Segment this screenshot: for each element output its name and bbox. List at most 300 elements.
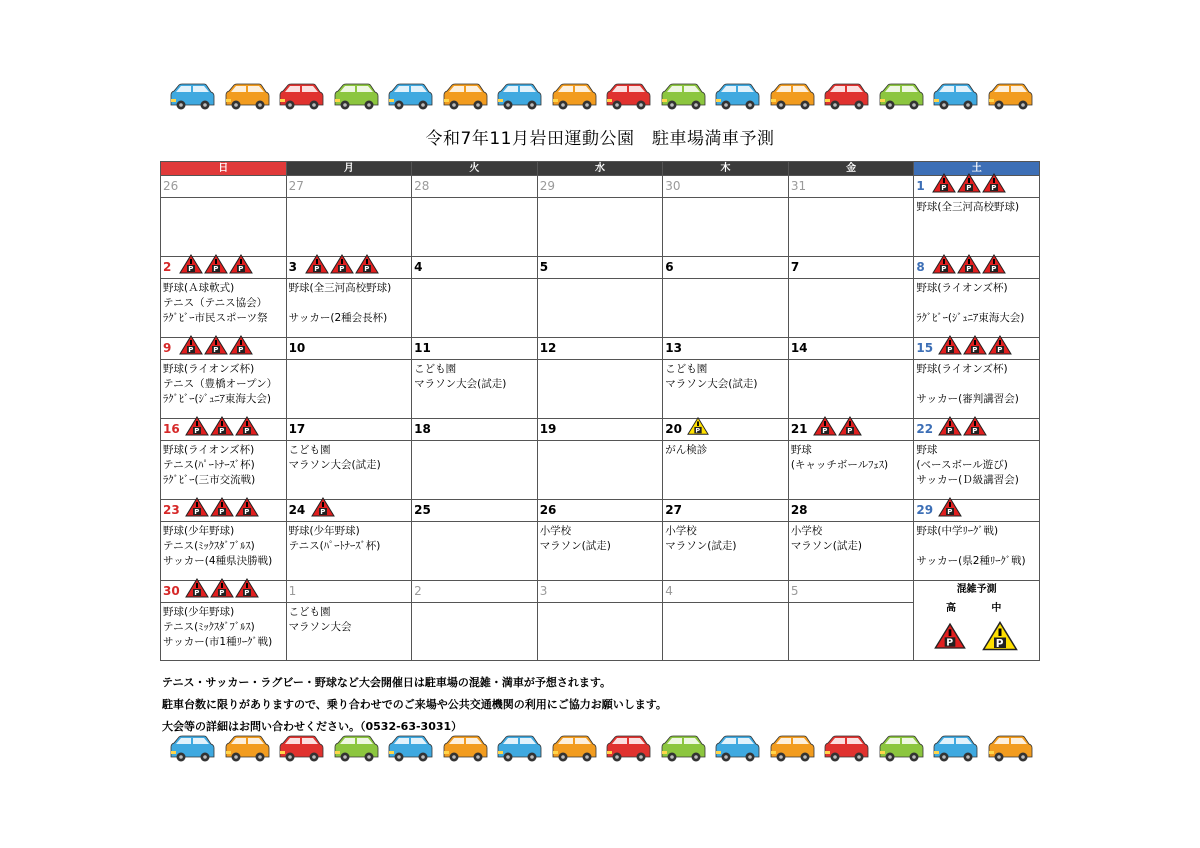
day-number: 21 <box>790 422 808 436</box>
weekday-sat: 土 <box>914 162 1040 176</box>
day-header-cell <box>286 257 412 279</box>
week-date-row <box>161 176 1040 198</box>
car-icon <box>168 734 216 762</box>
car-icon <box>659 734 707 762</box>
car-icon <box>986 734 1034 762</box>
parking-full-warning-icon <box>938 335 963 359</box>
svg-text:P: P <box>238 346 244 355</box>
event-line: テニス（豊橋オープン） <box>163 378 278 390</box>
car-icon <box>713 82 761 110</box>
day-number: 20 <box>665 422 682 436</box>
day-number: 1 <box>288 584 297 598</box>
day-header-cell <box>788 419 914 441</box>
svg-text:P: P <box>966 265 972 274</box>
weekday-header <box>161 162 1040 176</box>
event-line: サッカー(2種会長杯) <box>288 312 388 324</box>
day-number: 2 <box>414 584 422 598</box>
svg-text:P: P <box>991 265 997 274</box>
weekday-thu: 木 <box>663 162 789 176</box>
svg-text:P: P <box>947 427 953 436</box>
day-events-cell <box>412 522 538 581</box>
svg-text:P: P <box>995 637 1004 650</box>
day-events-cell <box>914 360 1040 419</box>
day-header-cell <box>663 419 789 441</box>
svg-text:P: P <box>966 184 972 193</box>
event-line: マラソン大会(試走) <box>288 459 381 471</box>
day-number: 4 <box>665 584 673 598</box>
day-header-cell <box>161 257 287 279</box>
day-header-cell <box>537 581 663 603</box>
svg-text:P: P <box>244 427 250 436</box>
event-line <box>916 539 1039 554</box>
car-icon <box>441 734 489 762</box>
day-number: 6 <box>665 260 674 274</box>
parking-full-warning-icon <box>210 578 235 602</box>
day-number: 22 <box>916 422 934 436</box>
svg-text:P: P <box>219 589 225 598</box>
day-events-cell <box>788 360 914 419</box>
day-number: 3 <box>539 584 548 598</box>
svg-text:P: P <box>244 589 250 598</box>
weekday-sun: 日 <box>161 162 287 176</box>
event-line: 野球 <box>790 444 812 456</box>
svg-text:P: P <box>997 346 1003 355</box>
day-number: 11 <box>414 341 431 355</box>
day-events-cell <box>914 279 1040 338</box>
parking-full-warning-icon <box>204 335 229 359</box>
day-header-cell <box>161 581 287 603</box>
event-line: マラソン大会 <box>288 621 352 633</box>
week-date-row <box>161 338 1040 360</box>
parking-full-warning-icon <box>963 335 988 359</box>
day-header-cell <box>286 176 412 198</box>
parking-full-warning-icon <box>235 416 260 440</box>
day-events-cell <box>537 603 663 661</box>
car-icon <box>604 82 652 110</box>
car-icon <box>877 82 925 110</box>
event-line: ﾗｸﾞﾋﾞｰ(ｼﾞｭﾆｱ東海大会) <box>163 393 271 405</box>
day-events-cell <box>788 279 914 338</box>
day-header-cell <box>161 500 287 522</box>
day-number: 30 <box>163 584 180 598</box>
week-date-row <box>161 581 1040 603</box>
week-event-row <box>161 441 1040 500</box>
car-icon <box>495 82 543 110</box>
day-header-cell <box>412 500 538 522</box>
svg-text:P: P <box>338 265 344 274</box>
event-line: がん検診 <box>665 444 708 456</box>
parking-full-warning-icon <box>982 254 1007 278</box>
parking-calendar <box>160 161 1040 661</box>
day-events-cell <box>663 441 789 500</box>
svg-text:P: P <box>947 508 953 517</box>
day-header-cell <box>914 419 1040 441</box>
svg-text:P: P <box>972 346 978 355</box>
event-line: 野球(中学ﾘｰｸﾞ戦) <box>916 525 999 537</box>
day-events-cell <box>788 198 914 257</box>
parking-full-warning-icon <box>305 254 330 278</box>
note-line: 駐車台数に限りがありますので、乗り合わせでのご来場や公共交通機関の利用にご協力お願いします。 <box>162 698 667 711</box>
day-header-cell <box>788 257 914 279</box>
event-line: マラソン大会(試走) <box>414 378 507 390</box>
car-icon <box>495 734 543 762</box>
car-icon <box>441 82 489 110</box>
event-line: 小学校 <box>539 525 572 537</box>
day-header-cell <box>161 338 287 360</box>
car-icon <box>931 734 979 762</box>
day-number: 29 <box>916 503 934 517</box>
day-events-cell <box>537 522 663 581</box>
car-icon <box>822 82 870 110</box>
svg-text:P: P <box>188 265 194 274</box>
day-number: 19 <box>539 422 557 436</box>
day-number: 1 <box>916 179 925 193</box>
weekday-fri: 金 <box>788 162 914 176</box>
parking-full-warning-icon <box>938 497 963 521</box>
event-line: 野球(ライオンズ杯) <box>916 282 1008 294</box>
svg-text:P: P <box>319 508 325 517</box>
week-event-row <box>161 279 1040 338</box>
day-header-cell <box>914 500 1040 522</box>
day-number: 27 <box>665 503 682 517</box>
day-header-cell <box>788 581 914 603</box>
week-event-row <box>161 522 1040 581</box>
parking-full-warning-icon <box>179 254 204 278</box>
svg-text:P: P <box>194 508 200 517</box>
day-number: 9 <box>163 341 172 355</box>
weekday-tue: 火 <box>412 162 538 176</box>
car-icon <box>713 734 761 762</box>
day-events-cell <box>412 603 538 661</box>
day-events-cell <box>412 441 538 500</box>
day-events-cell <box>914 522 1040 581</box>
event-line: 野球(少年野球) <box>163 525 235 537</box>
parking-full-warning-icon <box>210 416 235 440</box>
event-line: 野球(ライオンズ杯) <box>163 444 255 456</box>
day-header-cell <box>663 338 789 360</box>
svg-text:P: P <box>972 427 978 436</box>
parking-full-warning-icon <box>932 254 957 278</box>
day-events-cell <box>161 360 287 419</box>
event-line: 野球(全三河高校野球) <box>916 201 1020 213</box>
car-icon <box>768 82 816 110</box>
day-header-cell <box>286 500 412 522</box>
parking-full-warning-icon <box>957 173 982 197</box>
svg-text:P: P <box>947 346 953 355</box>
day-header-cell <box>914 257 1040 279</box>
event-line: マラソン(試走) <box>665 540 737 552</box>
parking-full-warning-icon <box>938 416 963 440</box>
parking-full-warning-icon <box>210 497 235 521</box>
day-number: 10 <box>288 341 306 355</box>
event-line: サッカー(4種県決勝戦) <box>163 555 273 567</box>
car-icon <box>768 734 816 762</box>
parking-full-warning-icon <box>229 335 254 359</box>
legend-mid-label: 中 <box>991 603 1002 614</box>
day-header-cell <box>161 419 287 441</box>
day-number: 18 <box>414 422 431 436</box>
day-events-cell <box>161 522 287 581</box>
day-header-cell <box>663 500 789 522</box>
car-icon <box>277 734 325 762</box>
car-icon <box>986 82 1034 110</box>
svg-text:P: P <box>188 346 194 355</box>
day-events-cell <box>286 603 412 661</box>
day-number: 3 <box>288 260 297 274</box>
day-events-cell <box>537 441 663 500</box>
day-events-cell <box>788 441 914 500</box>
day-header-cell <box>412 257 538 279</box>
day-header-cell <box>537 176 663 198</box>
day-events-cell <box>161 603 287 661</box>
parking-busy-warning-icon <box>687 416 709 440</box>
event-line: 野球(全三河高校野球) <box>288 282 392 294</box>
event-line: ﾗｸﾞﾋﾞｰ(ｼﾞｭﾆｱ東海大会) <box>916 312 1025 324</box>
congestion-legend <box>914 581 1040 661</box>
day-number: 2 <box>163 260 172 274</box>
event-line: (ベースボール遊び) <box>916 459 1008 471</box>
svg-text:P: P <box>213 265 219 274</box>
day-number: 27 <box>288 179 304 193</box>
day-events-cell <box>537 360 663 419</box>
weekday-mon: 月 <box>286 162 412 176</box>
week-event-row <box>161 198 1040 257</box>
event-line: こども園 <box>665 363 708 375</box>
day-events-cell <box>412 198 538 257</box>
day-header-cell <box>537 419 663 441</box>
event-line: 野球(少年野球) <box>163 606 235 618</box>
high-congestion-warning-icon <box>934 621 966 654</box>
day-number: 24 <box>288 503 306 517</box>
event-line: サッカー(審判講習会) <box>916 393 1019 405</box>
day-events-cell <box>286 522 412 581</box>
parking-full-warning-icon <box>813 416 838 440</box>
event-line: 小学校 <box>790 525 823 537</box>
day-header-cell <box>788 176 914 198</box>
parking-full-warning-icon <box>185 416 210 440</box>
day-number: 14 <box>790 341 808 355</box>
svg-text:P: P <box>695 426 701 435</box>
day-events-cell <box>663 198 789 257</box>
day-number: 13 <box>665 341 682 355</box>
car-icon <box>604 734 652 762</box>
day-header-cell <box>788 500 914 522</box>
day-events-cell <box>663 279 789 338</box>
notes <box>162 672 667 738</box>
svg-text:P: P <box>945 637 953 649</box>
day-header-cell <box>537 500 663 522</box>
event-line: ﾗｸﾞﾋﾞｰ市民スポーツ祭 <box>163 312 268 324</box>
day-header-cell <box>286 338 412 360</box>
parking-full-warning-icon <box>229 254 254 278</box>
svg-text:P: P <box>991 184 997 193</box>
event-line: (キャッチボールﾌｪｽ) <box>790 459 889 471</box>
legend-title: 混雑予測 <box>956 584 997 595</box>
day-header-cell <box>161 176 287 198</box>
week-event-row <box>161 603 1040 661</box>
day-header-cell <box>914 338 1040 360</box>
mid-congestion-warning-icon <box>980 621 1020 654</box>
day-events-cell <box>286 198 412 257</box>
week-event-row <box>161 360 1040 419</box>
parking-full-warning-icon <box>235 497 260 521</box>
svg-text:P: P <box>363 265 369 274</box>
event-line: 野球(少年野球) <box>288 525 360 537</box>
event-line: こども園 <box>414 363 457 375</box>
event-line: ﾗｸﾞﾋﾞｰ(三市交流戦) <box>163 474 256 486</box>
car-icon <box>931 82 979 110</box>
day-header-cell <box>663 176 789 198</box>
day-number: 26 <box>539 503 557 517</box>
event-line: サッカー(Ｄ級講習会) <box>916 474 1019 486</box>
day-events-cell <box>412 279 538 338</box>
car-icon <box>168 82 216 110</box>
car-icon <box>332 82 380 110</box>
week-date-row <box>161 257 1040 279</box>
day-header-cell <box>412 419 538 441</box>
day-header-cell <box>914 176 1040 198</box>
car-icon <box>877 734 925 762</box>
event-line <box>289 296 412 311</box>
event-line: マラソン(試走) <box>790 540 863 552</box>
event-line: 野球(ライオンズ杯) <box>163 363 255 375</box>
event-line: 野球(Ａ球軟式) <box>163 282 235 294</box>
parking-full-warning-icon <box>988 335 1013 359</box>
day-number: 23 <box>163 503 180 517</box>
day-events-cell <box>663 522 789 581</box>
day-events-cell <box>161 198 287 257</box>
note-line: テニス・サッカー・ラグビー・野球など大会開催日は駐車場の混雑・満車が予想されます。 <box>162 676 612 689</box>
event-line: 野球 <box>916 444 938 456</box>
day-number: 25 <box>414 503 431 517</box>
day-events-cell <box>161 279 287 338</box>
day-events-cell <box>161 441 287 500</box>
svg-text:P: P <box>219 508 225 517</box>
day-events-cell <box>788 522 914 581</box>
car-icon <box>659 82 707 110</box>
parking-full-warning-icon <box>982 173 1007 197</box>
svg-text:P: P <box>822 427 828 436</box>
day-number: 16 <box>163 422 180 436</box>
day-number: 15 <box>916 341 934 355</box>
day-number: 5 <box>790 584 799 598</box>
parking-full-warning-icon <box>185 578 210 602</box>
parking-full-warning-icon <box>355 254 380 278</box>
parking-full-warning-icon <box>235 578 260 602</box>
day-events-cell <box>663 603 789 661</box>
svg-text:P: P <box>941 184 947 193</box>
car-decoration-top <box>168 82 1034 112</box>
event-line: 野球(ライオンズ杯) <box>916 363 1008 375</box>
day-events-cell <box>537 198 663 257</box>
day-events-cell <box>914 198 1040 257</box>
day-number: 17 <box>288 422 306 436</box>
car-icon <box>223 82 271 110</box>
page-title: 令和7年11月岩田運動公園 駐車場満車予測 <box>425 129 775 149</box>
day-header-cell <box>788 338 914 360</box>
day-header-cell <box>412 338 538 360</box>
weekday-wed: 水 <box>537 162 663 176</box>
day-number: 26 <box>163 179 179 193</box>
parking-full-warning-icon <box>838 416 863 440</box>
event-line: テニス（テニス協会） <box>163 297 268 309</box>
svg-text:P: P <box>313 265 319 274</box>
car-icon <box>822 734 870 762</box>
day-header-cell <box>286 419 412 441</box>
day-header-cell <box>537 257 663 279</box>
day-number: 29 <box>539 179 555 193</box>
day-header-cell <box>412 581 538 603</box>
day-events-cell <box>788 603 914 661</box>
event-line: こども園 <box>288 444 331 456</box>
event-line: マラソン(試走) <box>539 540 611 552</box>
parking-full-warning-icon <box>330 254 355 278</box>
svg-text:P: P <box>213 346 219 355</box>
event-line: テニス(ﾊﾟｰﾄﾅｰｽﾞ杯) <box>288 540 381 552</box>
event-line: テニス(ﾐｯｸｽﾀﾞﾌﾞﾙｽ) <box>163 540 255 552</box>
svg-text:P: P <box>941 265 947 274</box>
day-header-cell <box>412 176 538 198</box>
parking-full-warning-icon <box>185 497 210 521</box>
day-events-cell <box>914 441 1040 500</box>
car-icon <box>386 734 434 762</box>
car-icon <box>550 82 598 110</box>
day-number: 28 <box>414 179 430 193</box>
svg-text:P: P <box>238 265 244 274</box>
day-events-cell <box>286 360 412 419</box>
parking-full-warning-icon <box>179 335 204 359</box>
event-line: マラソン大会(試走) <box>665 378 758 390</box>
car-icon <box>550 734 598 762</box>
day-number: 5 <box>539 260 549 274</box>
day-header-cell <box>663 581 789 603</box>
car-icon <box>386 82 434 110</box>
day-number: 31 <box>790 179 807 193</box>
car-icon <box>277 82 325 110</box>
event-line <box>916 296 1039 311</box>
event-line: 小学校 <box>665 525 697 537</box>
day-number: 8 <box>916 260 925 274</box>
event-line <box>916 377 1039 392</box>
parking-full-warning-icon <box>932 173 957 197</box>
day-number: 4 <box>414 260 423 274</box>
event-line: テニス(ﾊﾟｰﾄﾅｰｽﾞ杯) <box>163 459 255 471</box>
event-line: テニス(ﾐｯｸｽﾀﾞﾌﾞﾙｽ) <box>163 621 255 633</box>
day-header-cell <box>537 338 663 360</box>
day-events-cell <box>663 360 789 419</box>
car-icon <box>223 734 271 762</box>
week-date-row <box>161 419 1040 441</box>
svg-text:P: P <box>244 508 250 517</box>
day-number: 7 <box>790 260 800 274</box>
svg-text:P: P <box>219 427 225 436</box>
event-line: サッカー(県2種ﾘｰｸﾞ戦) <box>916 555 1026 567</box>
legend-high-label: 高 <box>946 603 957 614</box>
parking-full-warning-icon <box>963 416 988 440</box>
parking-full-warning-icon <box>204 254 229 278</box>
day-events-cell <box>412 360 538 419</box>
note-line: 大会等の詳細はお問い合わせください。（0532-63-3031） <box>162 720 463 733</box>
svg-text:P: P <box>847 427 853 436</box>
svg-text:P: P <box>194 589 200 598</box>
event-line: こども園 <box>288 606 331 618</box>
car-decoration-bottom <box>168 734 1034 764</box>
day-events-cell <box>286 441 412 500</box>
car-icon <box>332 734 380 762</box>
event-line: サッカー(市1種ﾘｰｸﾞ戦) <box>163 636 273 648</box>
day-events-cell <box>537 279 663 338</box>
week-date-row <box>161 500 1040 522</box>
